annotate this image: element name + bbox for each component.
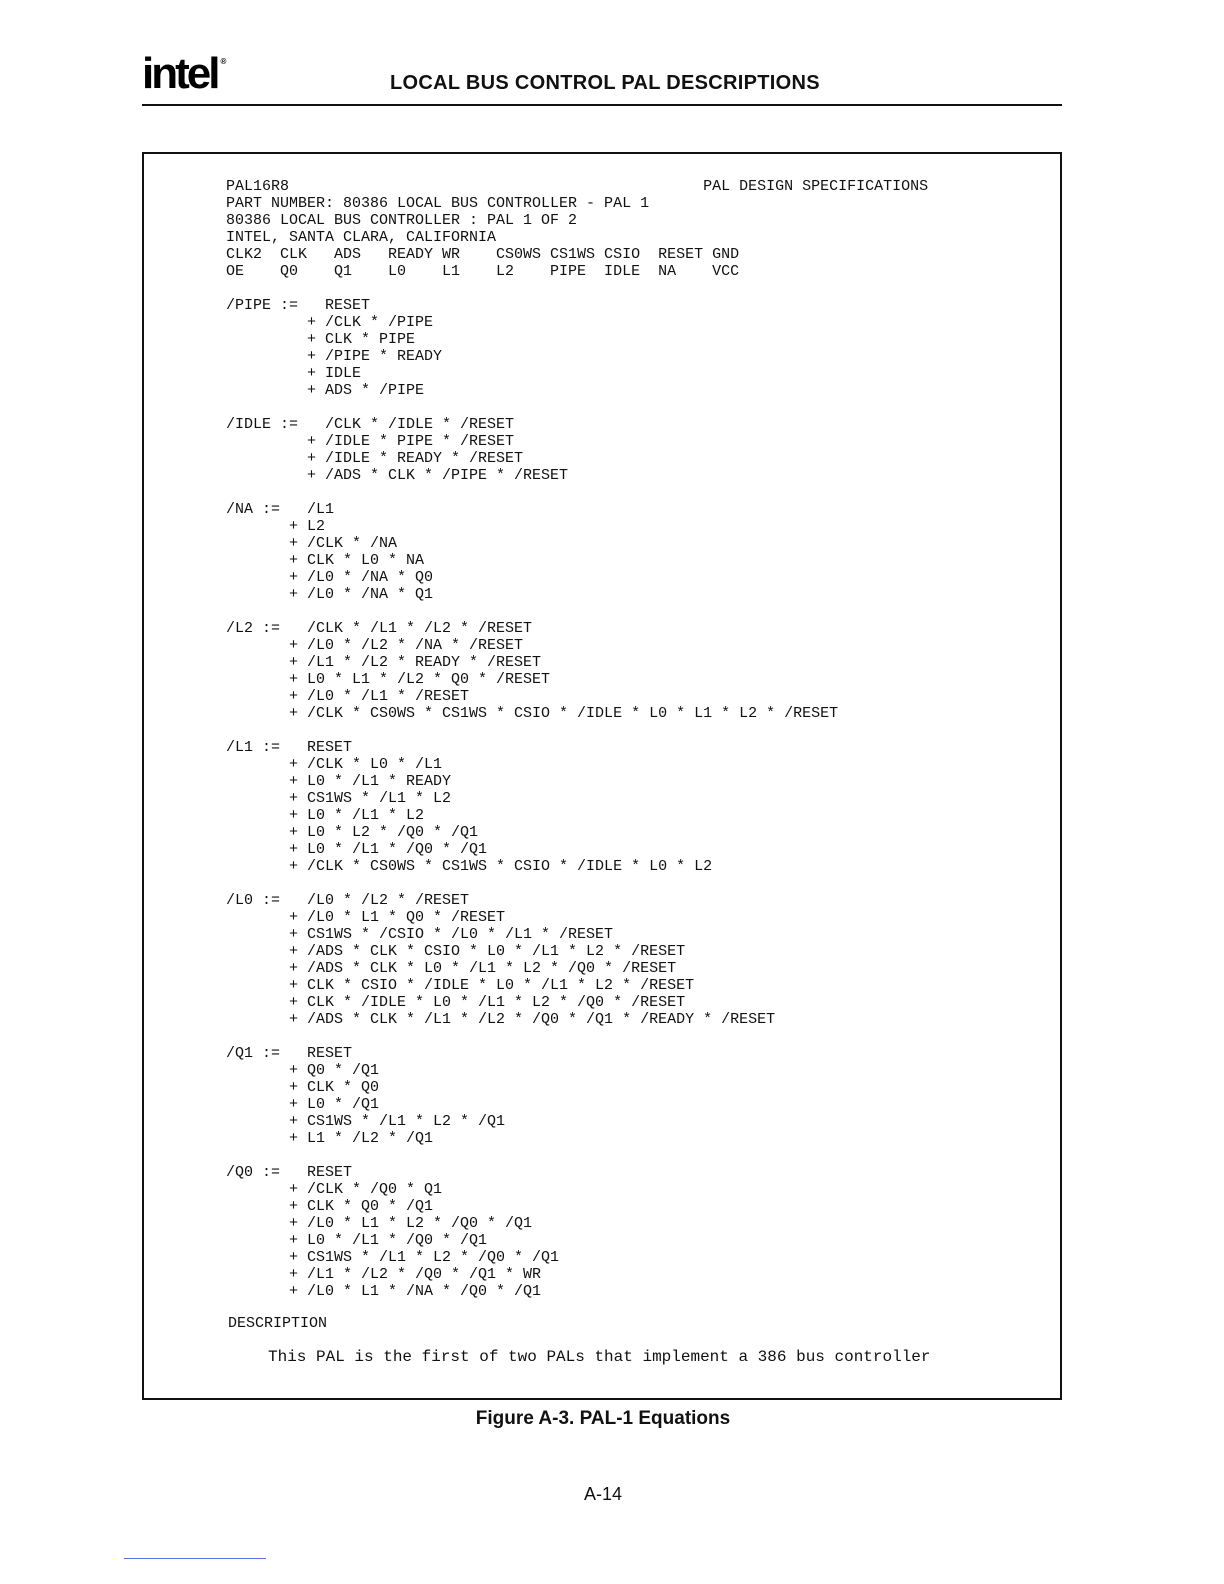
listing-line: + /ADS * CLK * /L1 * /L2 * /Q0 * /Q1 * /READY * /RESET: [226, 1011, 776, 1028]
listing-line: + L0 * /Q1: [226, 1096, 380, 1113]
listing-line: /NA := /L1: [226, 501, 335, 518]
listing-line: /Q0 := RESET: [226, 1164, 353, 1181]
listing-line: + /IDLE * READY * /RESET: [226, 450, 524, 467]
listing-line: + CLK * PIPE: [226, 331, 416, 348]
listing-line: + /CLK * /Q0 * Q1: [226, 1181, 443, 1198]
listing-line: + CLK * Q0 * /Q1: [226, 1198, 434, 1215]
listing-line: + /L0 * /L2 * /NA * /RESET: [226, 637, 524, 654]
listing-line: /L2 := /CLK * /L1 * /L2 * /RESET: [226, 620, 533, 637]
listing-line: /IDLE := /CLK * /IDLE * /RESET: [226, 416, 515, 433]
listing-line: + /CLK * CS0WS * CS1WS * CSIO * /IDLE * L0 * L1 * L2 * /RESET: [226, 705, 839, 722]
listing-line: + CLK * /IDLE * L0 * /L1 * L2 * /Q0 * /RESET: [226, 994, 686, 1011]
listing-line: 80386 LOCAL BUS CONTROLLER : PAL 1 OF 2: [226, 212, 578, 229]
page-header-title: LOCAL BUS CONTROL PAL DESCRIPTIONS: [390, 72, 820, 94]
listing-line: [226, 280, 928, 297]
page-number: A-14: [583, 1484, 623, 1504]
listing-line: [226, 1147, 928, 1164]
listing-line: + /L1 * /L2 * READY * /RESET: [226, 654, 542, 671]
listing-line: + /L0 * /L1 * /RESET: [226, 688, 470, 705]
listing-line: + /ADS * CLK * L0 * /L1 * L2 * /Q0 * /RESET: [226, 960, 677, 977]
listing-line: + /IDLE * PIPE * /RESET: [226, 433, 515, 450]
listing-line: [226, 722, 928, 739]
listing-line: [226, 603, 928, 620]
listing-line: [226, 484, 928, 501]
listing-line: CLK2 CLK ADS READY WR CS0WS CS1WS CSIO RESET GND: [226, 246, 740, 263]
description-text: This PAL is the first of two PALs that implement a 386 bus controller: [268, 1348, 931, 1366]
logo-text: intel: [142, 49, 218, 98]
listing-line: [226, 875, 928, 892]
listing-line: + ADS * /PIPE: [226, 382, 425, 399]
footer-rule: [124, 1558, 266, 1559]
listing-line: + L0 * /L1 * /Q0 * /Q1: [226, 841, 488, 858]
listing-line: + CS1WS * /L1 * L2: [226, 790, 452, 807]
listing-line: + /ADS * CLK * CSIO * L0 * /L1 * L2 * /RESET: [226, 943, 686, 960]
listing-line: + CS1WS * /CSIO * /L0 * /L1 * /RESET: [226, 926, 614, 943]
listing-line: + CS1WS * /L1 * L2 * /Q1: [226, 1113, 506, 1130]
listing-line: + CS1WS * /L1 * L2 * /Q0 * /Q1: [226, 1249, 560, 1266]
listing-line: + L1 * /L2 * /Q1: [226, 1130, 434, 1147]
intel-logo: [142, 49, 227, 98]
pal-equations-listing: [226, 178, 928, 1300]
listing-line: + CLK * CSIO * /IDLE * L0 * /L1 * L2 * /RESET: [226, 977, 695, 994]
listing-line: + /CLK * CS0WS * CS1WS * CSIO * /IDLE * L0 * L2: [226, 858, 713, 875]
listing-line: + /L0 * L1 * /NA * /Q0 * /Q1: [226, 1283, 542, 1300]
listing-line: + L0 * /L1 * READY: [226, 773, 452, 790]
listing-line: + IDLE: [226, 365, 362, 382]
listing-line: PAL16R8 PAL DESIGN SPECIFICATIONS: [226, 178, 929, 195]
listing-line: /L0 := /L0 * /L2 * /RESET: [226, 892, 470, 909]
figure-frame: [142, 152, 1062, 1400]
figure-caption: Figure A-3. PAL-1 Equations: [475, 1408, 731, 1429]
listing-line: [226, 399, 928, 416]
listing-line: /L1 := RESET: [226, 739, 353, 756]
listing-line: /Q1 := RESET: [226, 1045, 353, 1062]
listing-line: + Q0 * /Q1: [226, 1062, 380, 1079]
listing-line: + L0 * /L1 * /Q0 * /Q1: [226, 1232, 488, 1249]
listing-line: + /CLK * L0 * /L1: [226, 756, 443, 773]
header-rule: [142, 104, 1062, 106]
listing-line: + L0 * L1 * /L2 * Q0 * /RESET: [226, 671, 551, 688]
listing-line: + /L0 * L1 * Q0 * /RESET: [226, 909, 506, 926]
description-heading: DESCRIPTION: [228, 1315, 328, 1332]
listing-line: + /CLK * /PIPE: [226, 314, 434, 331]
registered-mark-icon: ®: [220, 57, 227, 66]
listing-line: + /L0 * /NA * Q0: [226, 569, 434, 586]
listing-line: + CLK * Q0: [226, 1079, 380, 1096]
listing-line: + L0 * /L1 * L2: [226, 807, 425, 824]
listing-line: + /L0 * /NA * Q1: [226, 586, 434, 603]
listing-line: /PIPE := RESET: [226, 297, 371, 314]
listing-line: OE Q0 Q1 L0 L1 L2 PIPE IDLE NA VCC: [226, 263, 740, 280]
listing-line: PART NUMBER: 80386 LOCAL BUS CONTROLLER - PAL 1: [226, 195, 650, 212]
listing-line: + /ADS * CLK * /PIPE * /RESET: [226, 467, 569, 484]
listing-line: + /PIPE * READY: [226, 348, 443, 365]
listing-line: + CLK * L0 * NA: [226, 552, 425, 569]
listing-line: + /L1 * /L2 * /Q0 * /Q1 * WR: [226, 1266, 542, 1283]
listing-line: [226, 1028, 928, 1045]
listing-line: + L0 * L2 * /Q0 * /Q1: [226, 824, 479, 841]
listing-line: + L2: [226, 518, 326, 535]
listing-line: + /L0 * L1 * L2 * /Q0 * /Q1: [226, 1215, 533, 1232]
listing-line: + /CLK * /NA: [226, 535, 398, 552]
listing-line: INTEL, SANTA CLARA, CALIFORNIA: [226, 229, 497, 246]
